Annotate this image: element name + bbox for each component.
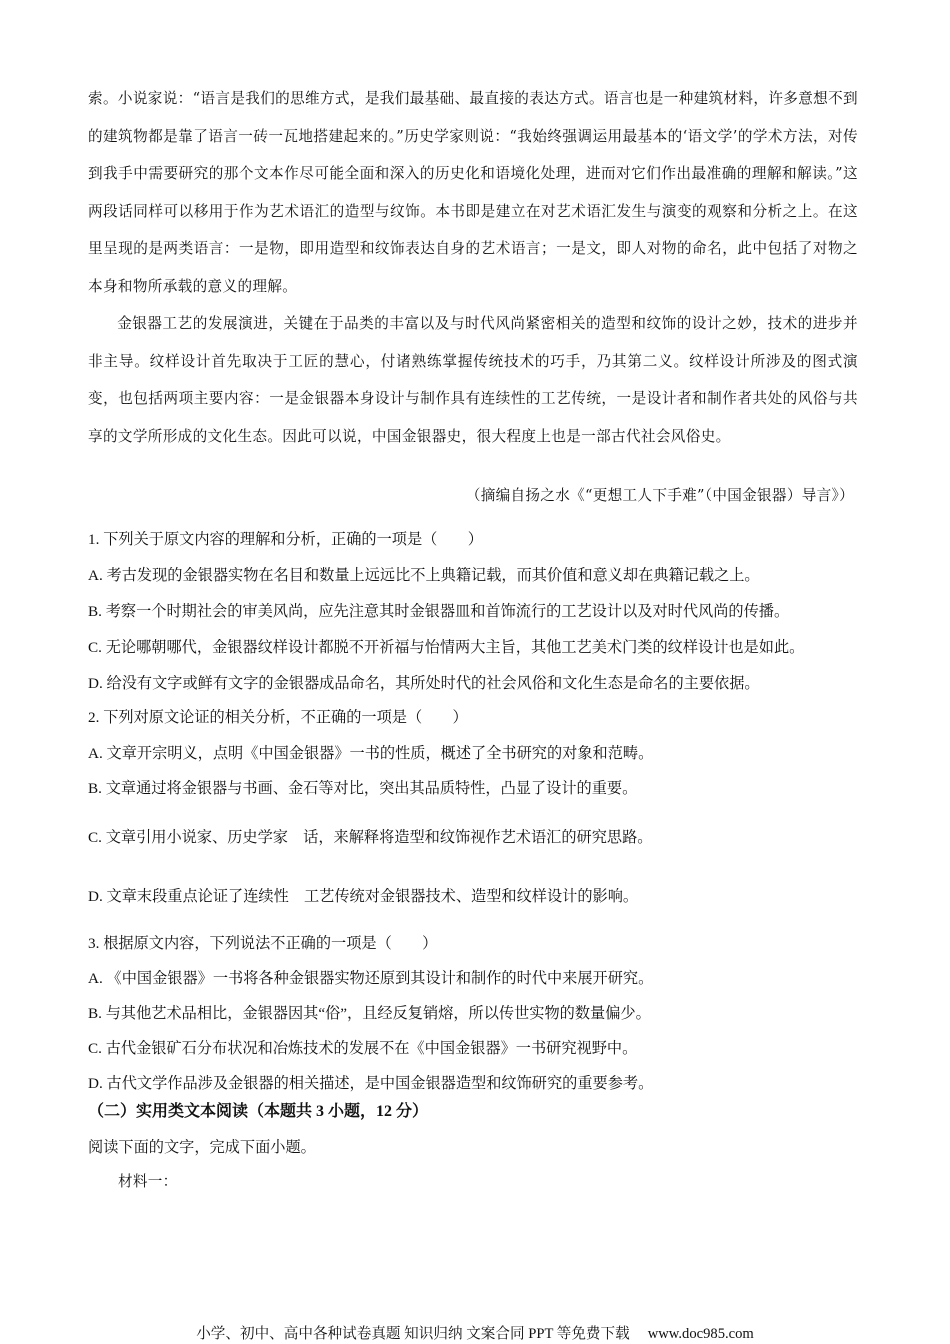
passage-paragraph: 索。小说家说：“语言是我们的思维方式，是我们最基础、最直接的表达方式。语言也是一种建筑材料，许多意想不到的建筑物都是靠了语言一砖一瓦地搭建起来的。”历史学家则说：“我始终强调运用最基本的‘语文学’的学术方法，对传到我手中需要研究的那个文本作尽可能全面和深入的历史化和语境化处理，进而对它们作出最准确的理解和解读。”这两段话同样可以移用于作为艺术语汇的造型与纹饰。本书即是建立在对艺术语汇发生与演变的观察和分析之上。在这里呈现的是两类语言：一是物，即用造型和纹饰表达自身的艺术语言；一是文，即人对物的命名，此中包括了对物之本身和物所承载的意义的理解。 [88, 90, 858, 295]
question-1-option-b: B. 考察一个时期社会的审美风尚，应先注意其时金银器皿和首饰流行的工艺设计以及对时代风尚的传播。 [88, 603, 790, 620]
question-3-option-c: C. 古代金银矿石分布状况和冶炼技术的发展不在《中国金银器》一书研究视野中。 [88, 1040, 638, 1057]
section-heading: （二）实用类文本阅读（本题共 3 小题，12 分） [88, 1103, 429, 1120]
question-3-option-d: D. 古代文学作品涉及金银器的相关描述，是中国金银器造型和纹饰研究的重要参考。 [88, 1075, 654, 1092]
question-1-option-c: C. 无论哪朝哪代，金银器纹样设计都脱不开祈福与怡情两大主旨，其他工艺美术门类的纹样设计也是如此。 [88, 639, 805, 656]
material-label: 材料一： [118, 1173, 178, 1190]
question-2-option-a: A. 文章开宗明义，点明《中国金银器》一书的性质，概述了全书研究的对象和范畴。 [88, 745, 654, 762]
passage-source-citation: （摘编自扬之水《“更想工人下手难”（中国金银器）导言》） [465, 487, 854, 504]
footer-text: 小学、初中、高中各种试卷真题 知识归纳 文案合同 PPT 等免费下载 [196, 1326, 630, 1342]
reading-passage [88, 80, 858, 455]
question-1-option-a: A. 考古发现的金银器实物在名目和数量上远远比不上典籍记载，而其价值和意义却在典籍记载之上。 [88, 567, 760, 584]
question-1-stem: 1. 下列关于原文内容的理解和分析，正确的一项是（ ） [88, 531, 483, 548]
passage-paragraph: 金银器工艺的发展演进，关键在于品类的丰富以及与时代风尚紧密相关的造型和纹饰的设计之妙，技术的进步并非主导。纹样设计首先取决于工匠的慧心，付诸熟练掌握传统技术的巧手，乃其第二义。纹样设计所涉及的图式演变，也包括两项主要内容：一是金银器本身设计与制作具有连续性的工艺传统，一是设计者和制作者共处的风俗与共享的文学所形成的文化生态。因此可以说，中国金银器史，很大程度上也是一部古代社会风俗史。 [88, 315, 858, 445]
question-2-stem: 2. 下列对原文论证的相关分析，不正确的一项是（ ） [88, 709, 468, 726]
section-instruction: 阅读下面的文字，完成下面小题。 [88, 1139, 316, 1156]
question-3-stem: 3. 根据原文内容，下列说法不正确的一项是（ ） [88, 935, 438, 952]
question-2-option-d: D. 文章末段重点论证了连续性 工艺传统对金银器技术、造型和纹样设计的影响。 [88, 888, 639, 905]
page-footer [0, 1322, 950, 1343]
question-3-option-a: A. 《中国金银器》一书将各种金银器实物还原到其设计和制作的时代中来展开研究。 [88, 970, 654, 987]
footer-site-link[interactable]: www.doc985.com [647, 1326, 754, 1342]
question-3-option-b: B. 与其他艺术品相比，金银器因其“俗”，且经反复销熔，所以传世实物的数量偏少。 [88, 1005, 651, 1022]
question-2-option-c: C. 文章引用小说家、历史学家 话，来解释将造型和纹饰视作艺术语汇的研究思路。 [88, 829, 653, 846]
question-2-option-b: B. 文章通过将金银器与书画、金石等对比，突出其品质特性，凸显了设计的重要。 [88, 780, 638, 797]
question-1-option-d: D. 给没有文字或鲜有文字的金银器成品命名，其所处时代的社会风俗和文化生态是命名的主要依据。 [88, 675, 760, 692]
